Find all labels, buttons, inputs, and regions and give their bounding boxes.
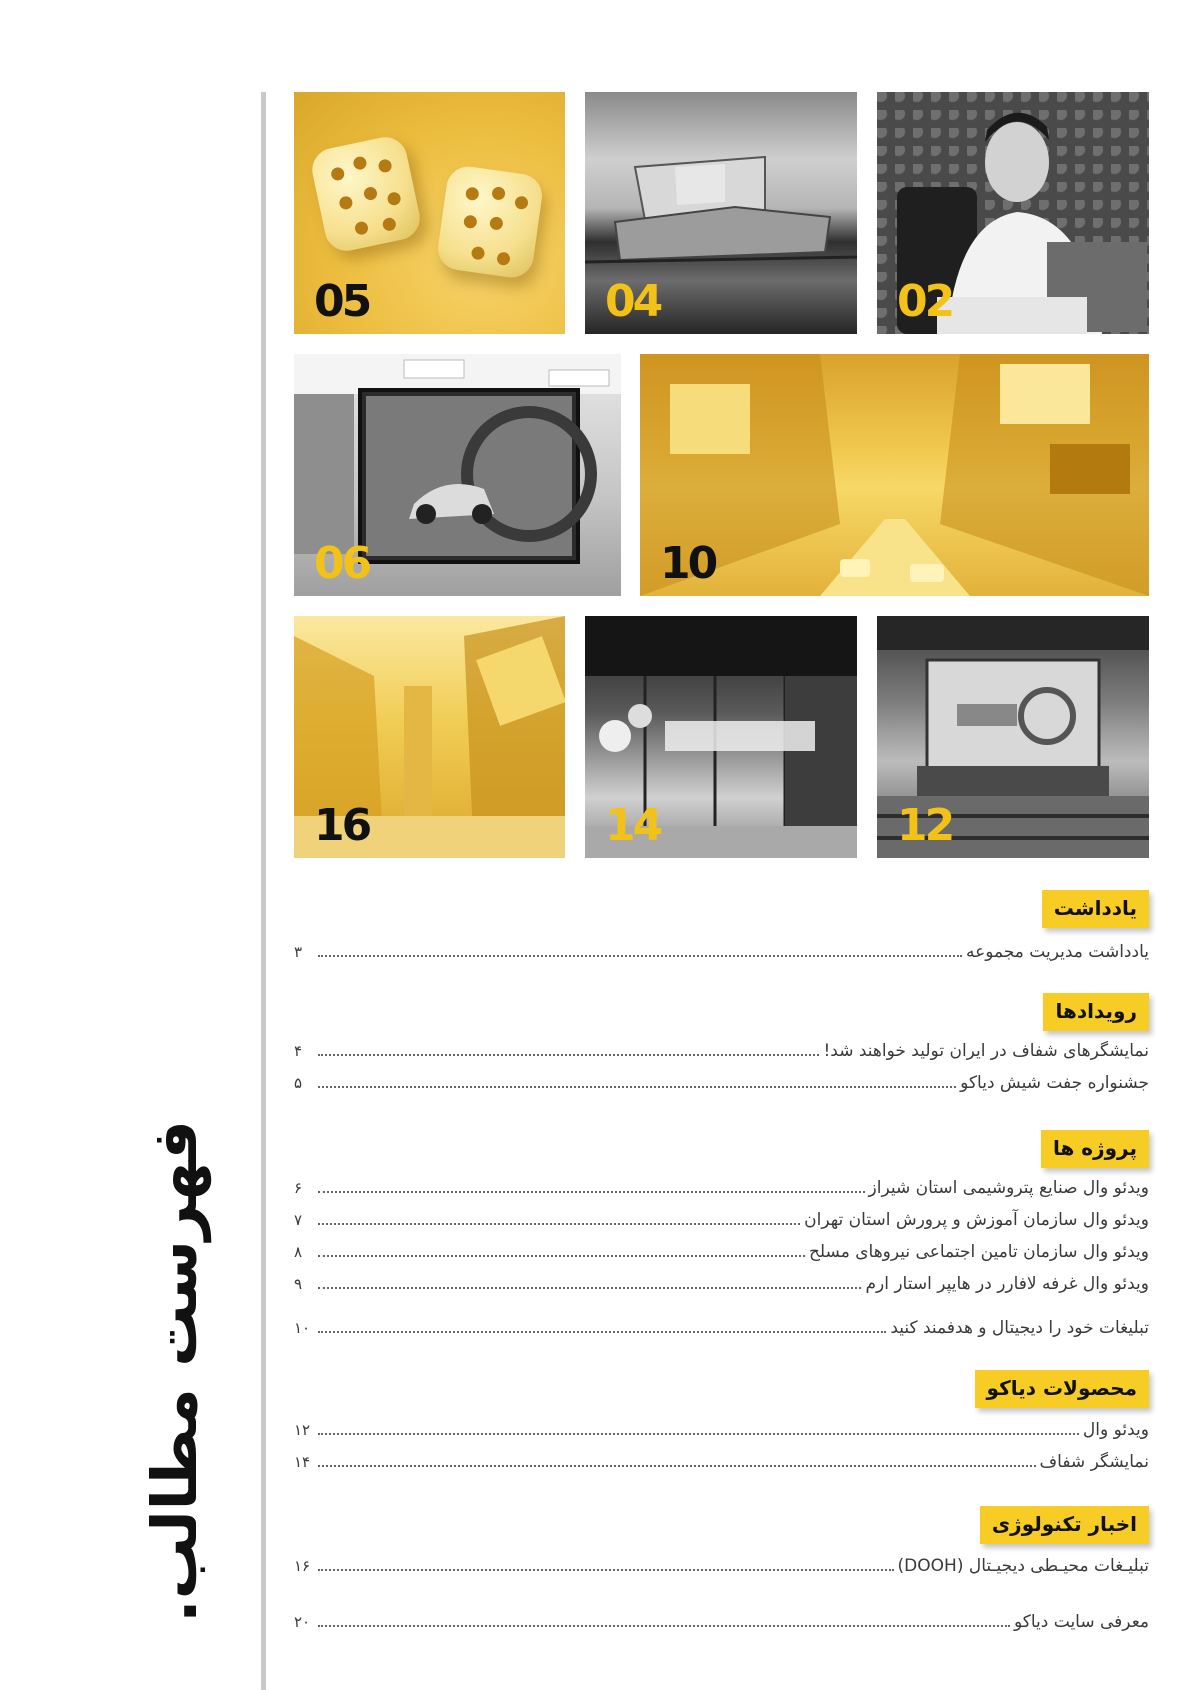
tile-number: 05 (314, 276, 370, 327)
toc-entry-title: جشنواره جفت شیش دیاکو (960, 1073, 1149, 1093)
toc-entry[interactable] (294, 1035, 1149, 1067)
leader-dots (318, 1607, 1010, 1627)
toc-entry-title: ویدئو وال صنایع پتروشیمی استان شیراز (868, 1178, 1149, 1198)
section-heading: یادداشت (1042, 890, 1149, 928)
toc-entry-title: ویدئو وال (1082, 1420, 1149, 1440)
leader-dots (318, 1068, 956, 1088)
toc-entry-page: ۱۲ (294, 1421, 311, 1439)
tile-number: 02 (897, 276, 953, 327)
toc-entry-title: ویدئو وال سازمان تامین اجتماعی نیروهای مسلح (808, 1242, 1149, 1262)
leader-dots (318, 1415, 1079, 1435)
city-illustration (640, 354, 1149, 596)
tile-number: 04 (605, 276, 661, 327)
section-events (294, 993, 1149, 1099)
section-projects (294, 1130, 1149, 1344)
tile-number: 16 (314, 800, 370, 851)
tile-screen[interactable] (294, 354, 621, 596)
leader-dots (318, 1237, 805, 1257)
tile-city[interactable] (640, 354, 1149, 596)
tile-number: 06 (314, 538, 370, 589)
tile-number: 12 (897, 800, 953, 851)
toc-entry-page: ۱۰ (294, 1319, 311, 1337)
toc-entry-page: ۴ (294, 1042, 303, 1060)
toc-entry[interactable] (294, 1204, 1149, 1236)
leader-dots (318, 1447, 1036, 1467)
toc-entry-page: ۱۶ (294, 1557, 311, 1575)
section-heading: رویدادها (1043, 993, 1149, 1031)
toc-entry[interactable] (294, 1446, 1149, 1478)
section-heading: پروژه ها (1041, 1130, 1149, 1168)
toc-entry-title: نمایشگرهای شفاف در ایران تولید خواهند شد! (823, 1041, 1149, 1061)
leader-dots (318, 1313, 886, 1333)
leader-dots (318, 1205, 800, 1225)
toc-entry-title: تبلیغات خود را دیجیتال و هدفمند کنید (890, 1318, 1149, 1338)
toc-entry[interactable] (294, 936, 1149, 968)
vertical-title-wrapper (120, 1120, 230, 1623)
toc-entry-title: ویدئو وال سازمان آموزش و پرورش استان تهران (804, 1210, 1149, 1230)
section-heading: محصولات دیاکو (975, 1370, 1149, 1408)
section-tech-news (294, 1506, 1149, 1638)
toc-entry[interactable] (294, 1067, 1149, 1099)
leader-dots (318, 937, 962, 957)
tile-hall[interactable] (877, 616, 1149, 858)
toc-entry-title: معرفی سایت دیاکو (1014, 1612, 1149, 1632)
tile-dice[interactable] (294, 92, 565, 334)
toc-entry[interactable] (294, 1414, 1149, 1446)
section-note (294, 890, 1149, 968)
tile-number: 14 (605, 800, 661, 851)
section-products (294, 1370, 1149, 1478)
toc-entry[interactable] (294, 1312, 1149, 1344)
toc-entry-title: تبلیـغات محیـطی دیجیـتال (DOOH) (897, 1556, 1149, 1576)
leader-dots (318, 1269, 861, 1289)
toc-entry-page: ۶ (294, 1179, 303, 1197)
leader-dots (318, 1551, 894, 1571)
section-heading: اخبار تکنولوژی (980, 1506, 1149, 1544)
toc-entry-page: ۲۰ (294, 1613, 311, 1631)
page-title: فهرست مطالب. (138, 1120, 211, 1623)
toc-entry-page: ۳ (294, 943, 303, 961)
toc-entry[interactable] (294, 1268, 1149, 1300)
tile-number: 10 (660, 538, 716, 589)
tile-times-square[interactable] (294, 616, 565, 858)
toc-entry-title: نمایشگر شفاف (1039, 1452, 1149, 1472)
toc-entry-title: یادداشت مدیریت مجموعه (965, 942, 1149, 962)
toc-entry-title: ویدئو وال غرفه لافارر در هایپر استار ارم (865, 1274, 1149, 1294)
leader-dots (318, 1173, 865, 1193)
tile-glass-wall[interactable] (585, 616, 857, 858)
tile-man[interactable] (877, 92, 1149, 334)
leader-dots (318, 1036, 819, 1056)
toc-entry-page: ۸ (294, 1243, 303, 1261)
toc-entry[interactable] (294, 1550, 1149, 1582)
vertical-divider (261, 92, 266, 1690)
toc-entry-page: ۱۴ (294, 1453, 311, 1471)
toc-entry-page: ۷ (294, 1211, 303, 1229)
toc-entry[interactable] (294, 1172, 1149, 1204)
toc-entry-page: ۹ (294, 1275, 303, 1293)
tile-building[interactable] (585, 92, 857, 334)
toc-entry[interactable] (294, 1236, 1149, 1268)
toc-entry-page: ۵ (294, 1074, 303, 1092)
toc-entry[interactable] (294, 1606, 1149, 1638)
